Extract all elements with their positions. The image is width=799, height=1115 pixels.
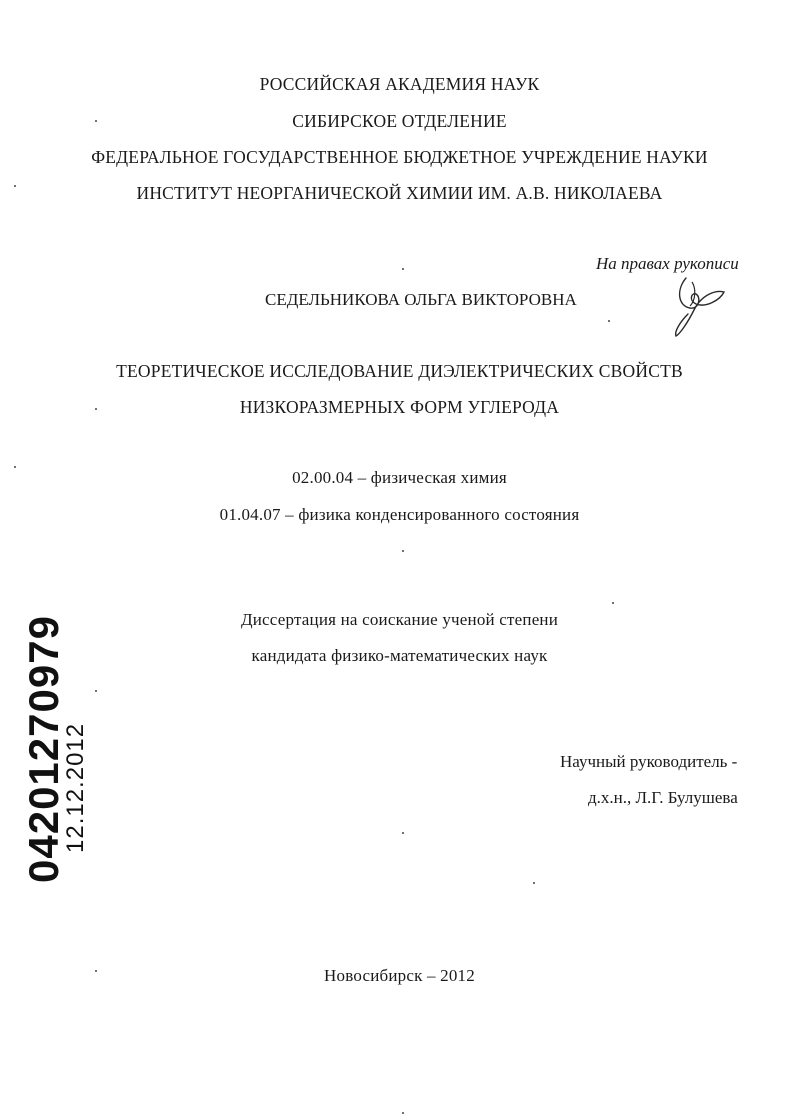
scan-speck	[95, 970, 97, 972]
scan-speck	[402, 268, 404, 270]
scan-speck	[14, 185, 16, 187]
catalog-date: 12.12.2012	[62, 722, 89, 853]
header-line-branch: СИБИРСКОЕ ОТДЕЛЕНИЕ	[292, 111, 507, 131]
header-line-institute: ИНСТИТУТ НЕОРГАНИЧЕСКОЙ ХИМИИ ИМ. А.В. НИКОЛАЕВА	[136, 183, 663, 203]
scan-speck	[95, 408, 97, 410]
scan-speck	[95, 690, 97, 692]
supervisor-name: д.х.н., Л.Г. Булушева	[588, 788, 738, 807]
scan-speck	[14, 466, 16, 468]
thesis-title-line1: ТЕОРЕТИЧЕСКОЕ ИССЛЕДОВАНИЕ ДИЭЛЕКТРИЧЕСКИХ СВОЙСТВ	[116, 361, 683, 381]
degree-line2: кандидата физико-математических наук	[251, 646, 548, 665]
specialty-2: 01.04.07 – физика конденсированного состояния	[219, 505, 580, 524]
scan-speck	[402, 550, 404, 552]
header-line-institution-type: ФЕДЕРАЛЬНОЕ ГОСУДАРСТВЕННОЕ БЮДЖЕТНОЕ УЧРЕЖДЕНИЕ НАУКИ	[91, 147, 708, 167]
specialty-1: 02.00.04 – физическая химия	[292, 468, 507, 487]
signature-image	[666, 270, 736, 345]
footer-city-year: Новосибирск – 2012	[324, 966, 475, 985]
degree-line1: Диссертация на соискание ученой степени	[240, 610, 559, 629]
scan-speck	[95, 120, 97, 122]
scan-speck	[533, 882, 535, 884]
supervisor-label: Научный руководитель -	[560, 752, 738, 771]
header-line-academy: РОССИЙСКАЯ АКАДЕМИЯ НАУК	[259, 74, 540, 94]
manuscript-note: На правах рукописи	[596, 254, 739, 273]
scan-speck	[612, 602, 614, 604]
scan-speck	[608, 320, 610, 322]
scan-speck	[402, 832, 404, 834]
scan-speck	[402, 1112, 404, 1114]
author-name: СЕДЕЛЬНИКОВА ОЛЬГА ВИКТОРОВНА	[265, 290, 577, 309]
catalog-number: 04201270979	[20, 615, 67, 883]
thesis-title-line2: НИЗКОРАЗМЕРНЫХ ФОРМ УГЛЕРОДА	[239, 397, 560, 417]
